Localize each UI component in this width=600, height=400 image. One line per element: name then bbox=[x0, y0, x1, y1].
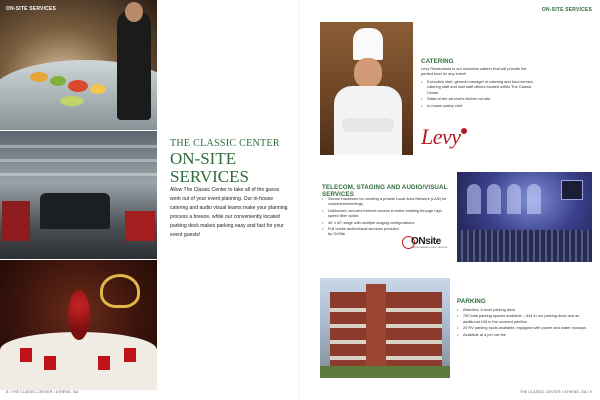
title-onsite: ON-SITE bbox=[170, 149, 237, 168]
title-classic-center: THE CLASSIC CENTER bbox=[170, 138, 280, 149]
list-item: • Executive chef, general manager of catering and food service, catering staff and wait staff offices located within The Classic Center bbox=[421, 79, 539, 95]
parking-heading: PARKING bbox=[457, 298, 486, 305]
parking-deck-photo bbox=[320, 278, 450, 378]
levy-logo-mark bbox=[461, 128, 467, 134]
list-item: • Unblocked, secured internet access in entire building through high speed fiber optics bbox=[322, 208, 447, 219]
list-item: • 40' x 60' stage with multiple staging configurations bbox=[322, 220, 447, 225]
list-item: • 20 RV parking spots available, equipped with power and water hookups bbox=[457, 325, 591, 330]
onsite-logo-subtitle: ENTERTAINMENT EVENT SERVICES bbox=[413, 247, 448, 249]
ballroom-photo bbox=[457, 172, 592, 262]
parking-list bbox=[457, 307, 591, 338]
onsite-logo-text: ONsite bbox=[411, 236, 441, 247]
list-item: • Full onsite audio/visual services provided by OnSite bbox=[322, 226, 400, 237]
title-block bbox=[170, 138, 295, 185]
telecom-list bbox=[322, 196, 447, 238]
banquet-photo bbox=[0, 260, 157, 390]
catering-list bbox=[421, 79, 539, 109]
section-tag-right: ON-SITE SERVICES bbox=[541, 7, 592, 13]
right-folio: THE CLASSIC CENTER • ATHENS, GA • 9 bbox=[519, 390, 592, 394]
section-tag: ON-SITE SERVICES bbox=[6, 6, 57, 12]
intro-paragraph: Allow The Classic Center to take all of the guess work out of your event planning. Our in-house catering and audio visual teams make your planning process a breeze, while our conveniently located parking deck makes parking easy and fast for your event guests! bbox=[170, 187, 288, 238]
exhibit-hall-photo bbox=[0, 131, 157, 259]
onsite-logo bbox=[402, 236, 448, 249]
list-item: • State-of-the-art chef's kitchen on-site bbox=[421, 96, 539, 101]
left-folio: 8 • THE CLASSIC CENTER • ATHENS, GA bbox=[6, 390, 79, 394]
list-item: • In-house pastry chef bbox=[421, 103, 539, 108]
chef-photo bbox=[320, 22, 413, 155]
telecom-heading: TELECOM, STAGING AND AUDIO/VISUAL SERVICES bbox=[322, 184, 448, 198]
list-item: • Secure backbone for creating a private Local Area Network (LAN) for customers/meetings bbox=[322, 196, 447, 207]
title-services: SERVICES bbox=[170, 167, 249, 186]
list-item: • Attached, 5-level parking deck bbox=[457, 307, 591, 312]
catering-text: Levy Restaurants is our exclusive caterer that will provide the perfect food for any event! bbox=[421, 66, 527, 77]
buffet-photo bbox=[0, 0, 157, 130]
catering-heading: CATERING bbox=[421, 58, 454, 65]
list-item: • Available at a per car fee bbox=[457, 332, 591, 337]
list-item: • 750 total parking spaces available – 644 in our parking deck and an additional 106 in the covered pavilion bbox=[457, 313, 591, 324]
right-page bbox=[300, 0, 600, 400]
levy-logo: Levy bbox=[421, 124, 461, 149]
